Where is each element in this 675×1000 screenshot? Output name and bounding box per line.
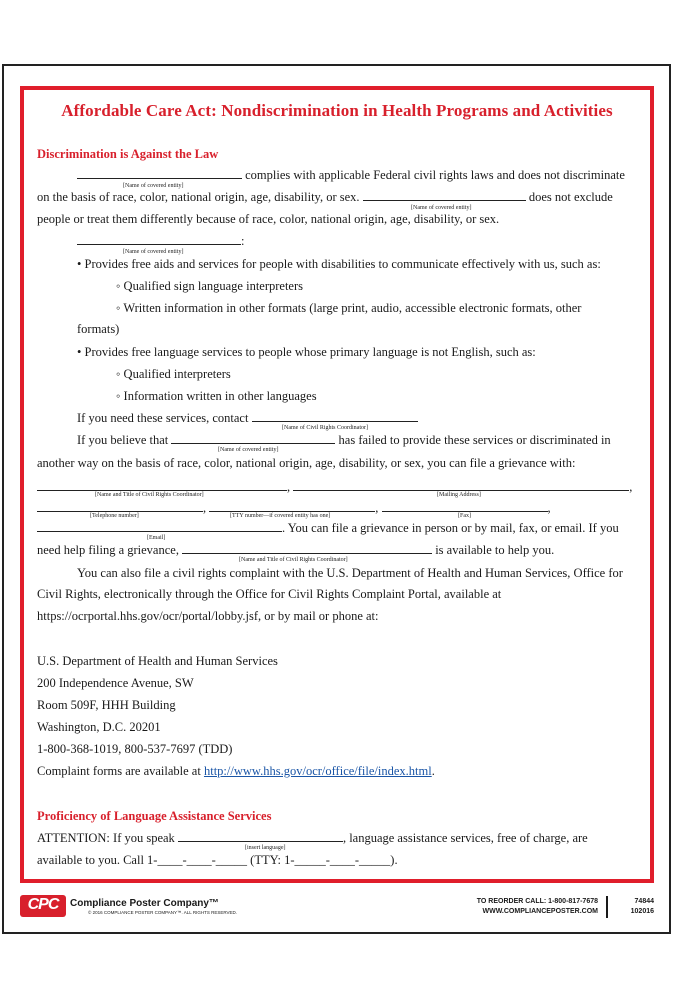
file-text: . You can file a grievance in person or by mail, fax, or email. If you (282, 521, 619, 535)
blank-entity-2 (363, 190, 526, 201)
attention-text-a: ATTENTION: If you speak (37, 831, 175, 845)
believe-line-2: another way on the basis of race, color, national origin, age, disability, or sex, you can file a grievance with: (37, 456, 576, 470)
also-line-2: Civil Rights, electronically through the Office for Civil Rights Complaint Portal, available at (37, 587, 502, 601)
help-text-a: need help filing a grievance, (37, 543, 179, 557)
caption-language: [insert language] (245, 845, 286, 851)
sub-bullet-written: ◦ Written information in other formats (large print, audio, accessible electronic formats, other (116, 301, 582, 315)
blank-coordinator (252, 411, 418, 422)
caption-name-title-2: [Name and Title of Civil Rights Coordinator] (239, 557, 348, 563)
sub-bullet-sign: ◦ Qualified sign language interpreters (116, 279, 304, 293)
entity-colon-line (77, 234, 244, 248)
page-title: Affordable Care Act: Nondiscrimination in Health Programs and Activities (61, 101, 613, 120)
bullet-aids: • Provides free aids and services for people with disabilities to communicate effectively with us, such as: (77, 257, 601, 271)
caption-name-title-1: [Name and Title of Civil Rights Coordinator] (95, 492, 204, 498)
blank-entity-1 (77, 168, 242, 179)
sub-bullet-written-cont: formats) (77, 322, 120, 336)
address-phone-line: 1-800-368-1019, 800-537-7697 (TDD) (37, 742, 233, 756)
company-name: Compliance Poster Company™ (70, 898, 219, 909)
need-services-line (77, 411, 418, 425)
website: WWW.COMPLIANCEPOSTER.COM (482, 908, 598, 915)
caption-fax: [Fax] (458, 513, 471, 519)
blank-fax (382, 501, 548, 512)
blank-email (37, 521, 282, 532)
caption-phone: [Telephone number] (90, 513, 139, 519)
caption-email: [Email] (147, 535, 166, 541)
attention-text-b: , language assistance services, free of charge, are (342, 831, 588, 845)
address-line-2: 200 Independence Avenue, SW (37, 676, 194, 690)
believe-text-a: If you believe that (77, 433, 169, 447)
copyright: © 2016 COMPLIANCE POSTER COMPANY™. ALL RIGHTS RESERVED. (88, 910, 238, 915)
help-line (37, 543, 554, 557)
complaint-forms-line (37, 764, 435, 778)
comma-4: , (375, 501, 379, 515)
address-line-3: Room 509F, HHH Building (37, 698, 176, 712)
cpc-logo (20, 895, 66, 917)
comma-1: , (287, 480, 291, 494)
cpc-logo-text: CPC (27, 896, 59, 913)
blank-tty (209, 501, 375, 512)
address-line-4: Washington, D.C. 20201 (37, 720, 161, 734)
blank-language (178, 831, 343, 842)
blank-mailing (293, 480, 629, 491)
footer-divider (606, 896, 608, 918)
call-line: available to you. Call 1-____-____-_____ (TTY: 1-_____-____-_____). (37, 853, 398, 867)
forms-text: Complaint forms are available at (37, 764, 201, 778)
caption-tty: [TTY number—if covered entity has one] (230, 513, 331, 519)
believe-text-b: has failed to provide these services or discriminated in (338, 433, 611, 447)
para1-line3: people or treat them differently because of race, color, national origin, age, disability, or sex. (37, 212, 500, 226)
comma-2: , (629, 480, 633, 494)
para1-line1 (77, 168, 625, 182)
product-codes (612, 897, 654, 917)
colon: : (241, 234, 245, 248)
believe-line (77, 433, 611, 447)
help-text-b: is available to help you. (435, 543, 555, 557)
para1-text-a: complies with applicable Federal civil rights laws and does not discriminate (245, 168, 625, 182)
blank-name-title-2 (182, 543, 432, 554)
blank-entity-4 (171, 433, 335, 444)
bullet-language: • Provides free language services to people whose primary language is not English, such as: (77, 345, 536, 359)
caption-entity-2: [Name of covered entity] (411, 205, 472, 211)
email-line (37, 521, 619, 535)
caption-entity-4: [Name of covered entity] (218, 447, 279, 453)
attention-line (37, 831, 588, 845)
blank-phone (37, 501, 203, 512)
caption-entity-1: [Name of covered entity] (123, 183, 184, 189)
period: . (431, 764, 435, 778)
product-code: 74844 (634, 898, 654, 905)
need-text: If you need these services, contact (77, 411, 249, 425)
revision-code: 102016 (630, 908, 654, 915)
blank-name-title-1 (37, 480, 287, 491)
para1-line2 (37, 190, 613, 204)
caption-mailing: [Mailing Address] (437, 492, 481, 498)
also-line-1: You can also file a civil rights complaint with the U.S. Department of Health and Human Services, Office for (77, 566, 623, 580)
section-heading-discrimination: Discrimination is Against the Law (37, 147, 219, 161)
caption-entity-3: [Name of covered entity] (123, 249, 184, 255)
blank-entity-3 (77, 234, 241, 245)
para1-text-b: on the basis of race, color, national origin, age, disability, or sex. (37, 190, 360, 204)
reorder-info (440, 897, 598, 917)
hhs-complaint-link[interactable]: http://www.hhs.gov/ocr/office/file/index.html (203, 764, 432, 778)
section-heading-language: Proficiency of Language Assistance Services (37, 809, 272, 823)
caption-coordinator: [Name of Civil Rights Coordinator] (282, 425, 368, 431)
sub-bullet-interpreters: ◦ Qualified interpreters (116, 367, 231, 381)
comma-3: , (203, 501, 207, 515)
also-line-3: https://ocrportal.hhs.gov/ocr/portal/lobby.jsf, or by mail or phone at: (37, 609, 379, 623)
comma-5: , (547, 501, 551, 515)
reorder-phone: TO REORDER CALL: 1-800-817-7678 (476, 898, 598, 905)
address-line-1: U.S. Department of Health and Human Services (37, 654, 278, 668)
sub-bullet-info: ◦ Information written in other languages (116, 389, 317, 403)
para1-text-c: does not exclude (528, 190, 613, 204)
